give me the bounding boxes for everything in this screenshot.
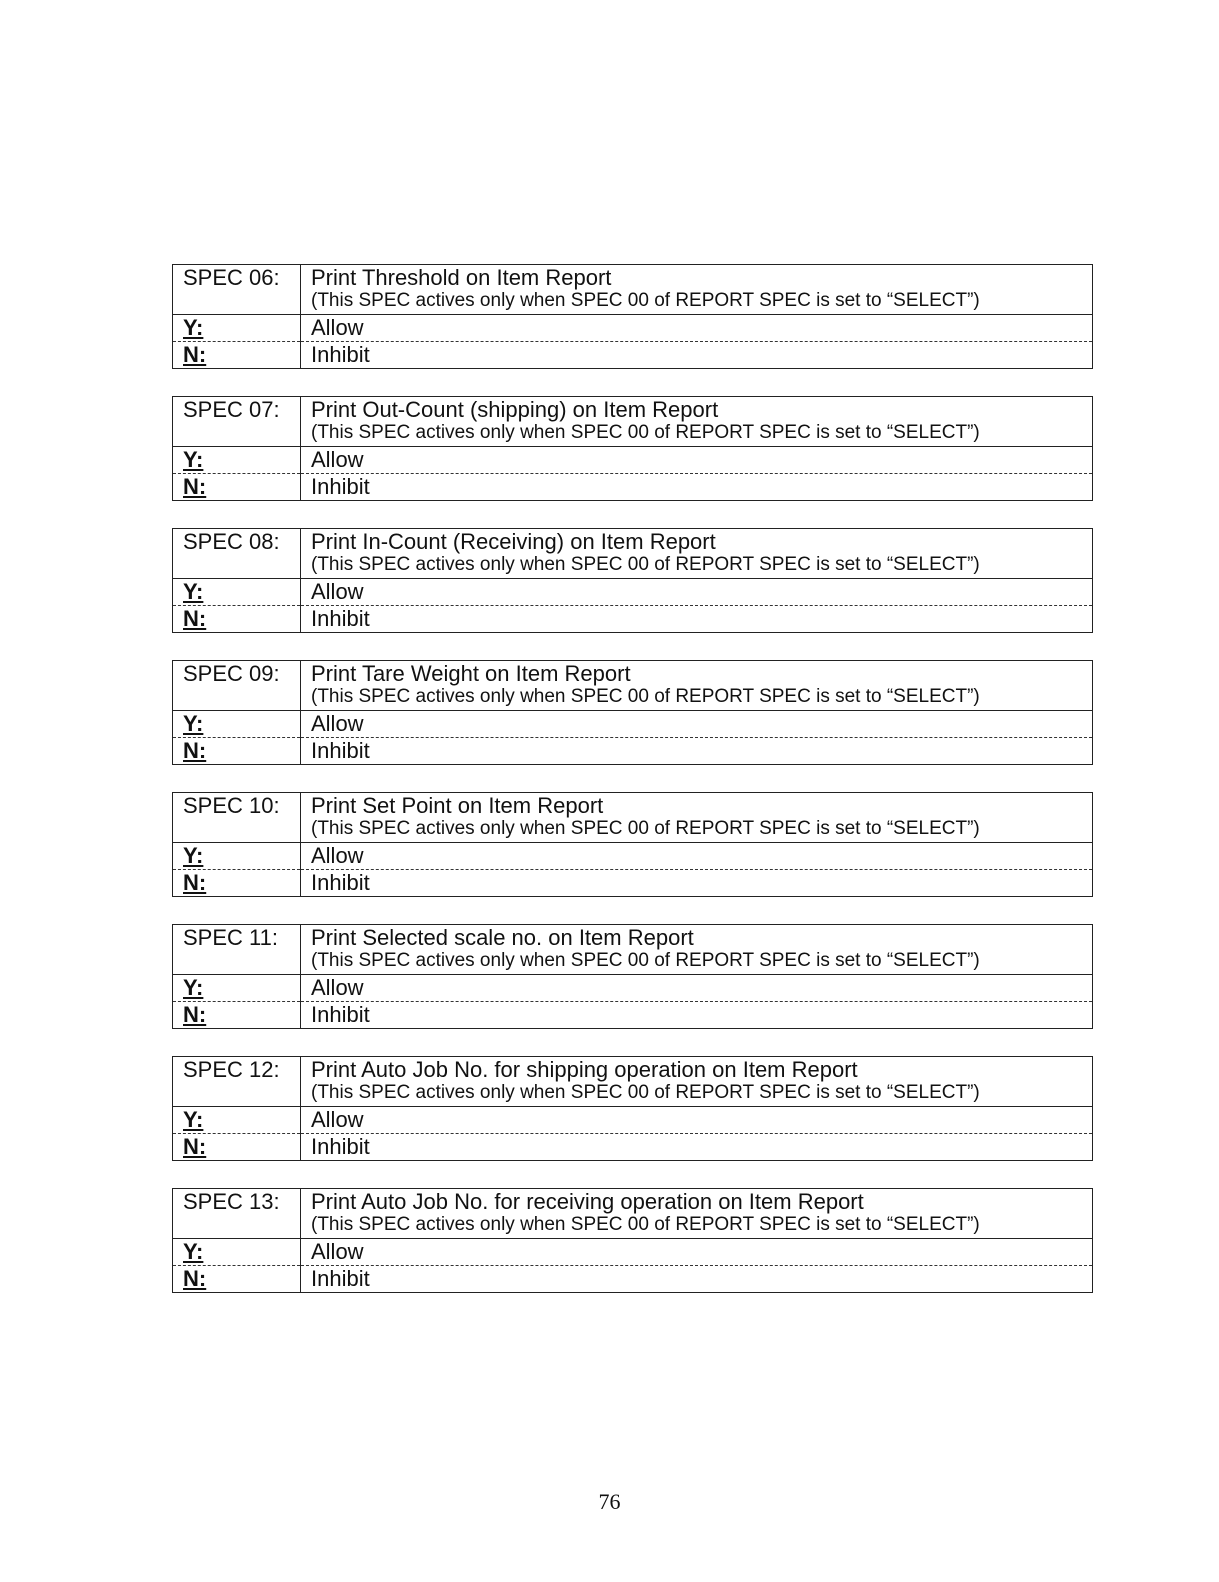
option-value-inhibit: Inhibit — [311, 1002, 370, 1027]
spec-table — [172, 660, 1093, 765]
spec-table — [172, 1056, 1093, 1161]
spec-note: (This SPEC actives only when SPEC 00 of REPORT SPEC is set to “SELECT”) — [311, 818, 980, 839]
spec-code: SPEC 06: — [183, 265, 280, 290]
page-number: 76 — [598, 1489, 621, 1514]
spec-note: (This SPEC actives only when SPEC 00 of REPORT SPEC is set to “SELECT”) — [311, 950, 980, 971]
option-key-n: N: — [183, 1134, 207, 1159]
option-value-inhibit: Inhibit — [311, 1134, 370, 1159]
spec-table — [172, 264, 1093, 369]
option-key-y: Y: — [183, 579, 204, 604]
option-key-y: Y: — [183, 975, 204, 1000]
option-value-allow: Allow — [311, 975, 364, 1000]
option-key-n: N: — [183, 738, 207, 763]
option-value-inhibit: Inhibit — [311, 870, 370, 895]
option-key-y: Y: — [183, 711, 204, 736]
option-value-allow: Allow — [311, 711, 364, 736]
option-key-n: N: — [183, 1002, 207, 1027]
spec-note: (This SPEC actives only when SPEC 00 of REPORT SPEC is set to “SELECT”) — [311, 290, 980, 311]
spec-code: SPEC 07: — [183, 397, 280, 422]
option-key-n: N: — [183, 606, 207, 631]
spec-table — [172, 792, 1093, 897]
spec-title: Print Auto Job No. for receiving operation on Item Report — [311, 1189, 864, 1214]
spec-table — [172, 396, 1093, 501]
spec-title: Print Selected scale no. on Item Report — [311, 925, 694, 950]
option-key-y: Y: — [183, 843, 204, 868]
spec-note: (This SPEC actives only when SPEC 00 of REPORT SPEC is set to “SELECT”) — [311, 1082, 980, 1103]
option-key-y: Y: — [183, 1239, 204, 1264]
option-value-allow: Allow — [311, 315, 364, 340]
option-value-inhibit: Inhibit — [311, 738, 370, 763]
option-value-allow: Allow — [311, 1239, 364, 1264]
option-value-allow: Allow — [311, 447, 364, 472]
spec-note: (This SPEC actives only when SPEC 00 of REPORT SPEC is set to “SELECT”) — [311, 686, 980, 707]
spec-title: Print Tare Weight on Item Report — [311, 661, 631, 686]
option-value-allow: Allow — [311, 843, 364, 868]
spec-note: (This SPEC actives only when SPEC 00 of REPORT SPEC is set to “SELECT”) — [311, 1214, 980, 1235]
spec-title: Print In-Count (Receiving) on Item Report — [311, 529, 716, 554]
spec-title: Print Out-Count (shipping) on Item Report — [311, 397, 719, 422]
spec-code: SPEC 10: — [183, 793, 280, 818]
option-value-inhibit: Inhibit — [311, 1266, 370, 1291]
option-value-inhibit: Inhibit — [311, 606, 370, 631]
spec-code: SPEC 13: — [183, 1189, 280, 1214]
spec-code: SPEC 08: — [183, 529, 280, 554]
option-value-inhibit: Inhibit — [311, 474, 370, 499]
option-value-inhibit: Inhibit — [311, 342, 370, 367]
spec-code: SPEC 12: — [183, 1057, 280, 1082]
spec-note: (This SPEC actives only when SPEC 00 of REPORT SPEC is set to “SELECT”) — [311, 422, 980, 443]
spec-title: Print Set Point on Item Report — [311, 793, 604, 818]
spec-title: Print Auto Job No. for shipping operation on Item Report — [311, 1057, 858, 1082]
spec-table — [172, 528, 1093, 633]
option-key-n: N: — [183, 474, 207, 499]
option-key-n: N: — [183, 342, 207, 367]
spec-title: Print Threshold on Item Report — [311, 265, 612, 290]
option-key-y: Y: — [183, 447, 204, 472]
option-key-y: Y: — [183, 315, 204, 340]
spec-code: SPEC 09: — [183, 661, 280, 686]
option-key-y: Y: — [183, 1107, 204, 1132]
spec-list — [172, 264, 1093, 1320]
spec-note: (This SPEC actives only when SPEC 00 of REPORT SPEC is set to “SELECT”) — [311, 554, 980, 575]
option-key-n: N: — [183, 870, 207, 895]
option-key-n: N: — [183, 1266, 207, 1291]
spec-code: SPEC 11: — [183, 925, 278, 950]
option-value-allow: Allow — [311, 579, 364, 604]
spec-table — [172, 1188, 1093, 1293]
option-value-allow: Allow — [311, 1107, 364, 1132]
spec-table — [172, 924, 1093, 1029]
